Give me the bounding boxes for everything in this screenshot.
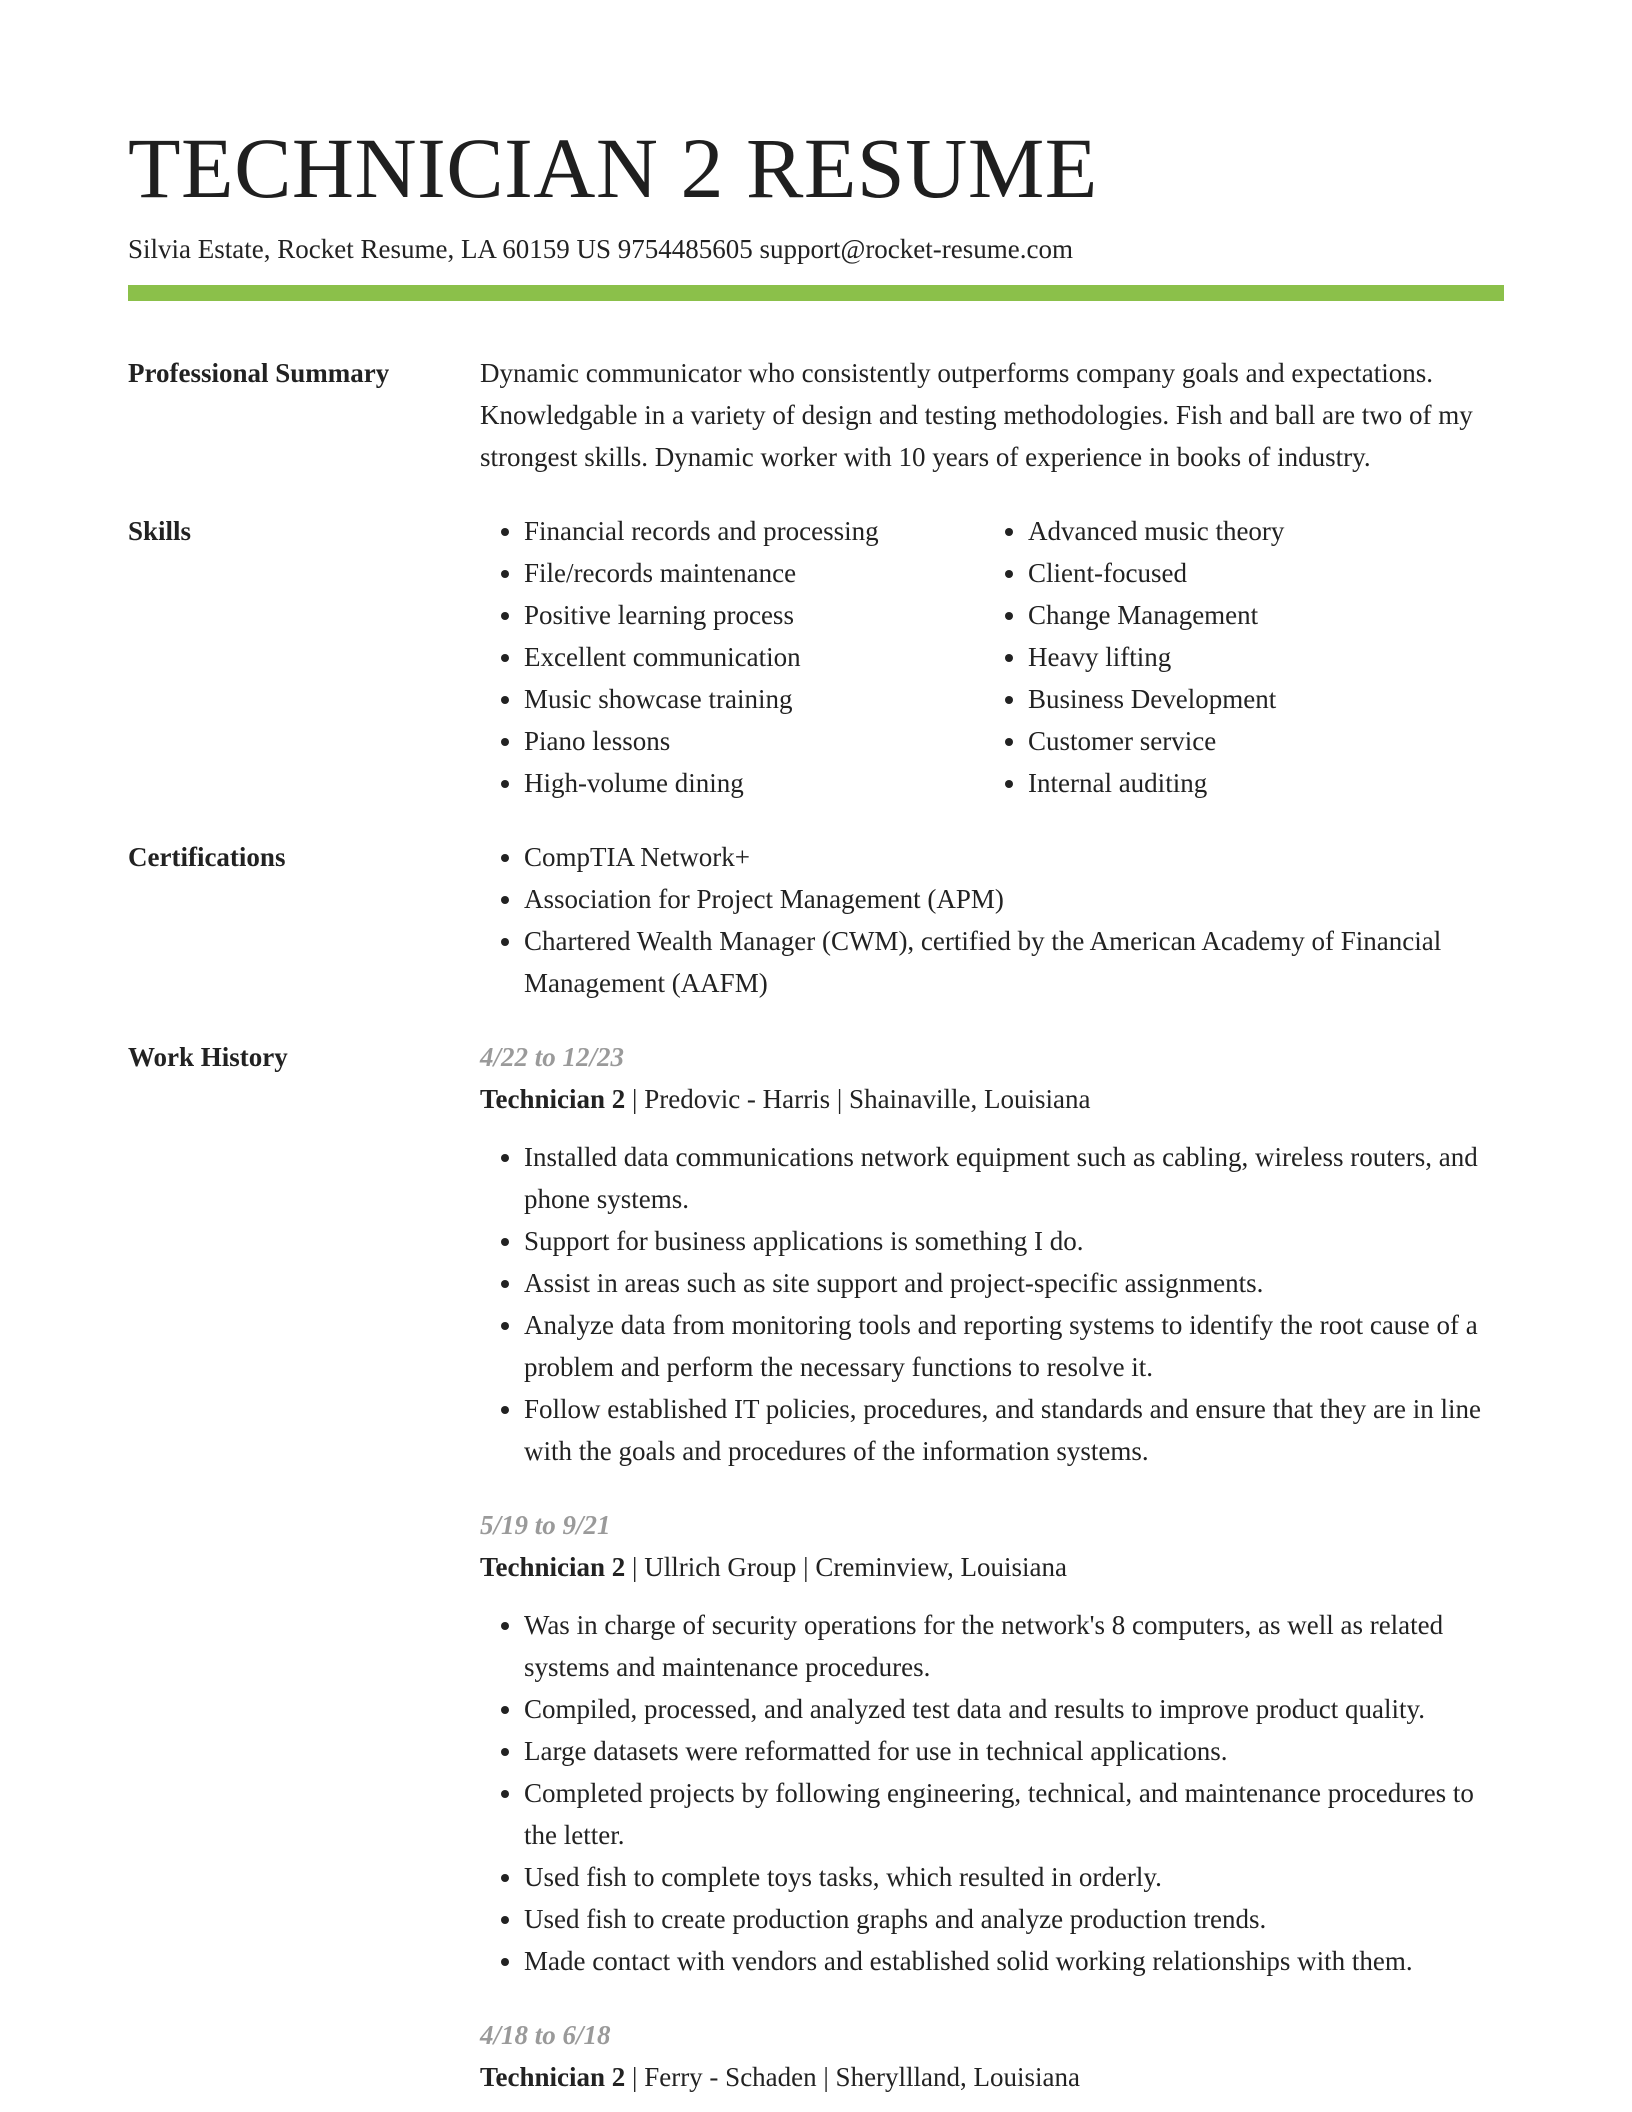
job-detail: | Predovic - Harris | Shainaville, Louisiana bbox=[625, 1084, 1091, 1114]
job-dates: 4/18 to 6/18 bbox=[480, 2020, 611, 2050]
skill-item: • File/records maintenance bbox=[524, 552, 984, 594]
job-title: Technician 2 bbox=[480, 2062, 626, 2092]
skill-item: • Client-focused bbox=[1028, 552, 1504, 594]
skill-item: • Advanced music theory bbox=[1028, 510, 1504, 552]
job-bullets bbox=[480, 1604, 1504, 1982]
job-bullet: • Follow established IT policies, procedures, and standards and ensure that they are in line with the goals and procedures of the information systems. bbox=[524, 1388, 1504, 1472]
job-detail: | Ullrich Group | Creminview, Louisiana bbox=[625, 1552, 1068, 1582]
job-bullet: • Compiled, processed, and analyzed test data and results to improve product quality. bbox=[524, 1688, 1504, 1730]
job-heading bbox=[480, 2056, 1504, 2098]
certifications-content bbox=[480, 836, 1504, 1004]
certifications-list bbox=[480, 836, 1504, 1004]
job-bullet: • Installed data communications network equipment such as cabling, wireless routers, and phone systems. bbox=[524, 1136, 1504, 1220]
summary-text: Dynamic communicator who consistently outperforms company goals and expectations. Knowledgable in a variety of design and testing methodologies. Fish and ball are two of my strongest skills. Dynamic worker with 10 years of experience in books of industry. bbox=[480, 358, 1473, 472]
job-bullet: • Used fish to create production graphs and analyze production trends. bbox=[524, 1898, 1504, 1940]
skill-item: • Heavy lifting bbox=[1028, 636, 1504, 678]
skill-item: • Piano lessons bbox=[524, 720, 984, 762]
work-history-content bbox=[480, 1036, 1504, 2098]
job-title: Technician 2 bbox=[480, 1552, 626, 1582]
summary-content bbox=[480, 352, 1504, 478]
skill-item: • Internal auditing bbox=[1028, 762, 1504, 804]
skill-item: • Financial records and processing bbox=[524, 510, 984, 552]
skill-item: • High-volume dining bbox=[524, 762, 984, 804]
job-dates: 5/19 to 9/21 bbox=[480, 1510, 611, 1540]
job-bullet: • Used fish to complete toys tasks, which resulted in orderly. bbox=[524, 1856, 1504, 1898]
resume-title: TECHNICIAN 2 RESUME bbox=[128, 120, 1098, 216]
summary-heading: Professional Summary bbox=[128, 358, 390, 388]
certifications-section bbox=[128, 836, 1504, 1004]
job-entry bbox=[480, 1036, 1504, 1472]
skills-content bbox=[480, 510, 1504, 804]
work-history-section bbox=[128, 1036, 1504, 2098]
skill-item: • Excellent communication bbox=[524, 636, 984, 678]
job-bullet: • Large datasets were reformatted for use in technical applications. bbox=[524, 1730, 1504, 1772]
job-bullets bbox=[480, 1136, 1504, 1472]
job-bullet: • Made contact with vendors and established solid working relationships with them. bbox=[524, 1940, 1504, 1982]
skill-item: • Change Management bbox=[1028, 594, 1504, 636]
certifications-heading: Certifications bbox=[128, 842, 286, 872]
job-bullet: • Support for business applications is something I do. bbox=[524, 1220, 1504, 1262]
job-detail: | Ferry - Schaden | Sheryllland, Louisiana bbox=[625, 2062, 1080, 2092]
skill-item: • Music showcase training bbox=[524, 678, 984, 720]
summary-section bbox=[128, 352, 1504, 478]
job-bullet: • Analyze data from monitoring tools and reporting systems to identify the root cause of a problem and perform the necessary functions to resolve it. bbox=[524, 1304, 1504, 1388]
job-title: Technician 2 bbox=[480, 1084, 626, 1114]
skills-section bbox=[128, 510, 1504, 804]
contact-line: Silvia Estate, Rocket Resume, LA 60159 US 9754485605 support@rocket-resume.com bbox=[128, 234, 1073, 264]
certification-item: • Chartered Wealth Manager (CWM), certified by the American Academy of Financial Management (AAFM) bbox=[524, 920, 1504, 1004]
job-entry bbox=[480, 2014, 1504, 2098]
job-heading bbox=[480, 1078, 1504, 1120]
job-heading bbox=[480, 1546, 1504, 1588]
skills-column-1 bbox=[480, 510, 984, 804]
job-bullet: • Assist in areas such as site support and project-specific assignments. bbox=[524, 1262, 1504, 1304]
skill-item: • Business Development bbox=[1028, 678, 1504, 720]
resume-body bbox=[128, 352, 1504, 2098]
job-bullet: • Was in charge of security operations for the network's 8 computers, as well as related systems and maintenance procedures. bbox=[524, 1604, 1504, 1688]
certification-item: • Association for Project Management (APM) bbox=[524, 878, 1504, 920]
job-dates: 4/22 to 12/23 bbox=[480, 1042, 625, 1072]
job-bullet: • Completed projects by following engineering, technical, and maintenance procedures to the letter. bbox=[524, 1772, 1504, 1856]
skill-item: • Positive learning process bbox=[524, 594, 984, 636]
skills-heading: Skills bbox=[128, 516, 192, 546]
work-history-heading: Work History bbox=[128, 1042, 288, 1072]
job-entry bbox=[480, 1504, 1504, 1982]
skill-item: • Customer service bbox=[1028, 720, 1504, 762]
certification-item: • CompTIA Network+ bbox=[524, 836, 1504, 878]
skills-column-2 bbox=[984, 510, 1504, 804]
accent-divider bbox=[128, 285, 1504, 301]
